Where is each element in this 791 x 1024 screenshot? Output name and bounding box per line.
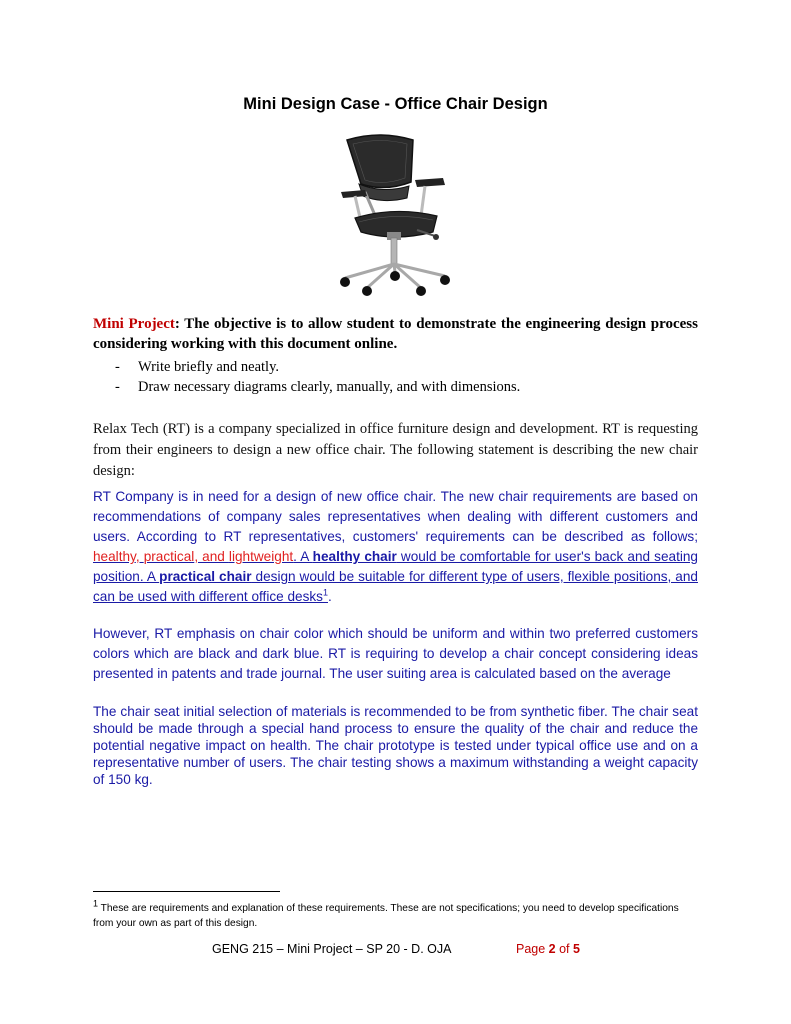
requirements-lead: RT Company is in need for a design of new office chair. The new chair requirements are based on recommendations of company sales representatives when dealing with different customers and users. According to RT representatives, customers' requirements can be described as follows; [93,489,698,544]
practical-chair-text: design would be suitable for different type of users, flexible positions, and can be used with different office desks [93,569,698,604]
requirement-sep: , and [194,549,229,564]
healthy-chair-term: healthy chair [312,549,397,564]
healthy-chair-text: would be comfortable for user's back and seating position. A [93,549,698,584]
page-label: Page [516,942,549,956]
instruction-list [93,357,698,397]
color-paragraph: However, RT emphasis on chair color which should be uniform and within two preferred customers colors which are black and dark blue. RT is requiring to develop a chair concept considering ideas presented in patents and trade journal. The user suiting area is calculated based on the average [93,626,698,681]
footnote [93,898,698,931]
requirement-sep: , [135,549,144,564]
requirements-paragraph [93,487,698,607]
bullet-dash: - [115,379,120,395]
footnote-text: These are requirements and explanation of these requirements. These are not specifications; you need to develop specifications from your own as part of this design. [93,903,679,929]
footnote-marker: 1 [93,898,99,909]
list-item-text: Write briefly and neatly. [138,359,279,375]
mini-project-text: The objective is to allow student to demonstrate the engineering design process considering working with this document online. [93,316,698,352]
page-current: 2 [548,942,556,956]
requirement-practical: practical [143,549,195,564]
mini-project-colon: : [174,316,180,332]
page-title: Mini Design Case - Office Chair Design [243,95,548,113]
requirements-end: . [328,589,332,604]
page-total: 5 [573,942,580,956]
page-number [516,942,580,956]
mini-project-objective [93,314,698,354]
footnote-divider [93,891,280,892]
requirement-lightweight: lightweight [228,549,294,564]
footnote-reference[interactable]: 1 [322,587,328,598]
list-item [93,377,698,397]
footer-course: GENG 215 – Mini Project – SP 20 - D. OJA [212,942,452,956]
mini-project-label: Mini Project [93,316,175,332]
practical-chair-term: practical chair [159,569,252,584]
list-item-text: Draw necessary diagrams clearly, manually, and with dimensions. [138,379,521,395]
page-of: of [555,942,573,956]
bullet-dash: - [115,359,120,375]
requirement-sep: . A [293,549,313,564]
relax-tech-paragraph: Relax Tech (RT) is a company specialized in office furniture design and development. RT is requesting from their engineers to design a new office chair. The following statement is describing the new chair design: [93,421,698,479]
materials-paragraph: The chair seat initial selection of materials is recommended to be from synthetic fiber. The chair seat should be made through a special hand process to ensure the quality of the chair and reduce the potential negative impact on health. The chair prototype is tested under typical office use and on a representative number of users. The chair testing shows a maximum withstanding a weight capacity of 150 kg. [93,704,698,787]
office-chair-image [325,132,455,297]
list-item [93,357,698,377]
requirement-healthy: healthy [93,549,136,564]
